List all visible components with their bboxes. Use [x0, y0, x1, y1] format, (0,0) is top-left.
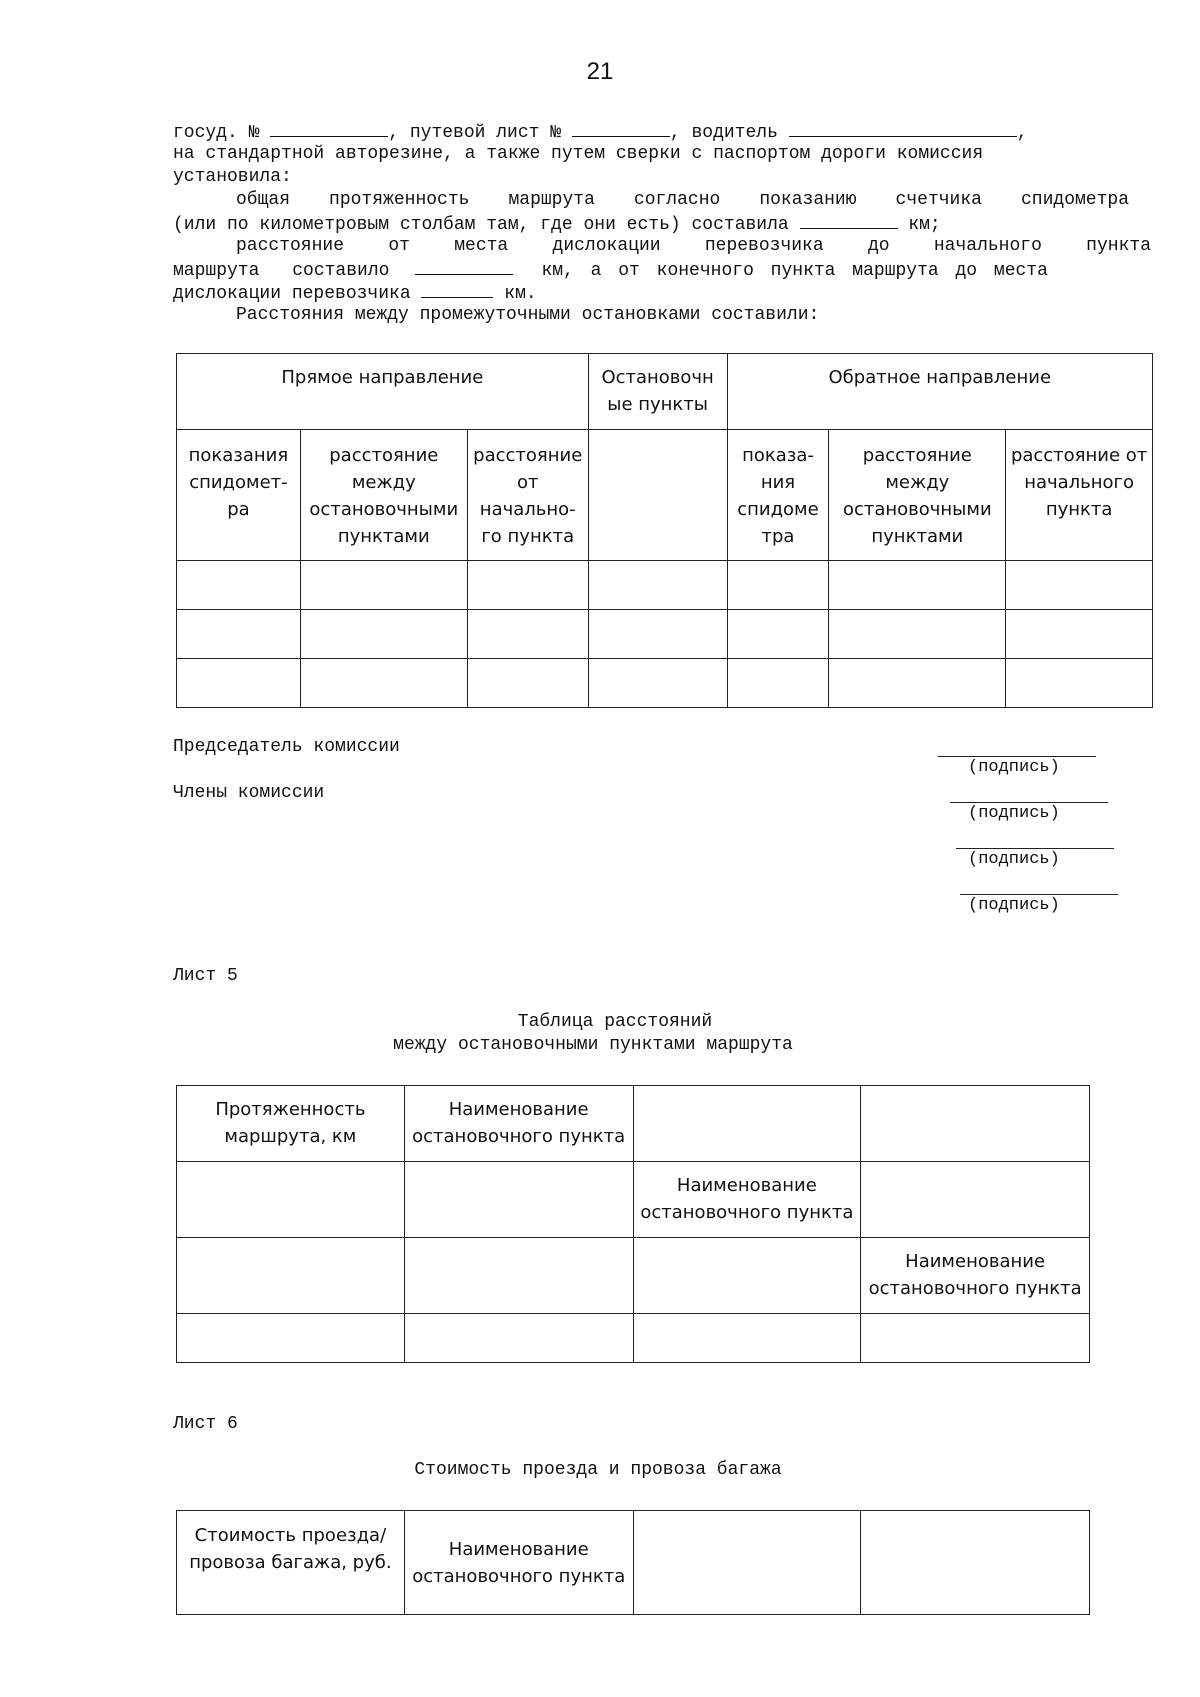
table-row: [177, 659, 1153, 708]
fare-header: Стоимость проезда/провоза багажа, руб.: [177, 1511, 405, 1615]
waybill-field: [572, 120, 670, 137]
sheet5-label: Лист 5: [173, 966, 238, 986]
signature-caption: (подпись): [968, 758, 1060, 777]
distance-between-stops-header-reverse: расстояние между остановочными пунктами: [829, 430, 1006, 561]
fare-table: [176, 1510, 1090, 1615]
stops-header: Остановочн ые пункты: [588, 354, 727, 430]
paragraph-line-1: [173, 120, 1028, 143]
odometer-reading-header-reverse: показа- ния спидоме тра: [727, 430, 829, 561]
intermediate-distances-table: [176, 353, 1153, 708]
sheet6-label: Лист 6: [173, 1414, 238, 1434]
sheet5-subtitle-text: между остановочными пунктами маршрута: [393, 1035, 793, 1055]
paragraph-line-8: [173, 281, 537, 304]
table-row: [177, 610, 1153, 659]
chairman-label: Председатель комиссии: [173, 737, 400, 757]
odometer-text: (или по километровым столбам там, где они есть) составила: [173, 215, 789, 235]
paragraph-line-7: [173, 258, 1141, 281]
sheet6-title-text: Стоимость проезда и провоза багажа: [414, 1460, 782, 1480]
table-row: [177, 561, 1153, 610]
paragraph-line-5: [173, 212, 941, 235]
stop-name-cell: Наименование остановочного пункта: [404, 1086, 633, 1162]
distance-between-stops-header: расстояние между остановочными пунктами: [300, 430, 467, 561]
sheet5-title-line1: [0, 1012, 1200, 1032]
signature-line: [950, 802, 1108, 803]
distance-from-end-field: [421, 281, 493, 298]
distance-to-start-field: [415, 258, 513, 275]
sheet5-title-text: Таблица расстояний: [517, 1012, 713, 1032]
stop-name-cell: Наименование остановочного пункта: [861, 1238, 1090, 1314]
dislocation-text: дислокации перевозчика: [173, 284, 411, 304]
distance-from-start-header-reverse: расстояние от начального пункта: [1006, 430, 1153, 561]
odometer-reading-header: показания спидомет- ра: [177, 430, 301, 561]
members-label: Члены комиссии: [173, 783, 325, 803]
table-row: [177, 1314, 1090, 1363]
driver-label: , водитель: [669, 123, 778, 143]
km-unit: км;: [908, 215, 941, 235]
gos-number-label: госуд. №: [173, 123, 260, 143]
reverse-direction-header: Обратное направление: [727, 354, 1152, 430]
paragraph-line-3: установила:: [173, 167, 292, 187]
route-length-header: Протяженность маршрута, км: [177, 1086, 405, 1162]
driver-field: [789, 120, 1017, 137]
stop-distances-table: [176, 1085, 1090, 1363]
paragraph-line-4: общая протяженность маршрута согласно показанию счетчика спидометра: [236, 190, 1129, 210]
distance-text: км, а от конечного пункта маршрута до места: [541, 261, 1048, 281]
gos-number-field: [270, 120, 388, 137]
page-number: 21: [586, 58, 614, 85]
signature-caption: (подпись): [968, 804, 1060, 823]
signature-line: [960, 894, 1118, 895]
route-text: маршрута составило: [173, 261, 390, 281]
sheet5-title-line2: [0, 1035, 1200, 1055]
signature-caption: (подпись): [968, 850, 1060, 869]
paragraph-line-6: расстояние от места дислокации перевозчика до начального пункта: [236, 236, 1151, 256]
waybill-label: , путевой лист №: [388, 123, 562, 143]
stops-column-header: [588, 430, 727, 561]
paragraph-line-2: на стандартной авторезине, а также путем сверки с паспортом дороги комиссия: [173, 144, 984, 164]
sheet6-title: [0, 1460, 1200, 1480]
stop-name-cell: Наименование остановочного пункта: [633, 1162, 861, 1238]
km-unit: км.: [504, 284, 537, 304]
signature-line: [956, 848, 1114, 849]
comma: ,: [1016, 123, 1028, 143]
distance-from-start-header: расстояние от начально- го пункта: [467, 430, 588, 561]
total-length-field: [800, 212, 898, 229]
signature-caption: (подпись): [968, 896, 1060, 915]
signature-line: [938, 756, 1096, 757]
stop-name-cell: Наименование остановочного пункта: [404, 1511, 633, 1615]
forward-direction-header: Прямое направление: [177, 354, 589, 430]
paragraph-line-9: Расстояния между промежуточными остановками составили:: [236, 305, 820, 325]
